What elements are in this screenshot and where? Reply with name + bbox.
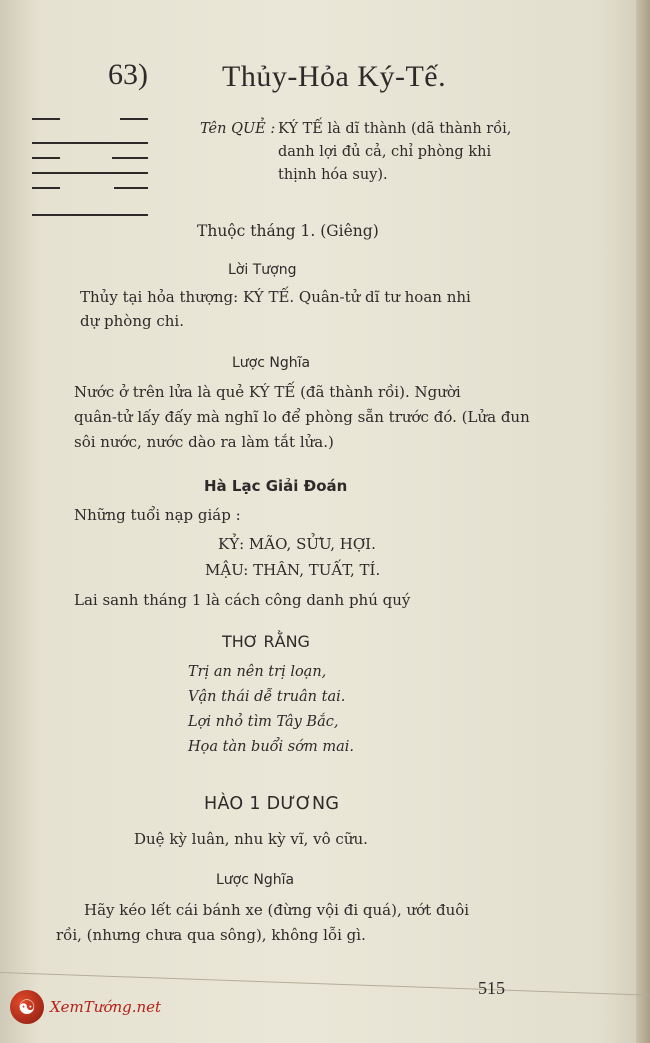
paragraph-line: rồi, (nhưng chưa qua sông), không lỗi gì. [56, 926, 366, 944]
paragraph-line: dự phòng chi. [80, 312, 184, 330]
book-spine [636, 0, 650, 1043]
hexagram-line [32, 157, 60, 159]
description-line: danh lợi đủ cả, chỉ phòng khi [278, 144, 492, 160]
poem-line: Vận thái dễ truân tai. [188, 689, 346, 705]
hao-line: Duệ kỳ luân, nhu kỳ vĩ, vô cữu. [134, 830, 368, 848]
hexagram-number: 63) [108, 58, 148, 91]
hexagram-line [114, 187, 148, 189]
hexagram-line [32, 172, 148, 174]
yin-yang-icon: ☯ [10, 990, 44, 1024]
ha-lac-note: Lai sanh tháng 1 là cách công danh phú quý [74, 591, 411, 609]
paragraph-line: Thủy tại hỏa thượng: KÝ TẾ. Quân-tử dĩ tư hoan nhi [80, 288, 471, 306]
description-label: Tên QUẺ : [200, 121, 276, 137]
page-number: 515 [478, 978, 505, 998]
hexagram-line [32, 142, 148, 144]
section-heading-hao: HÀO 1 DƯƠNG [204, 794, 340, 814]
hexagram-line [32, 187, 60, 189]
section-heading-ha-lac: Hà Lạc Giải Đoán [204, 477, 348, 495]
ha-lac-intro: Những tuổi nạp giáp : [74, 506, 241, 524]
ha-lac-ky: KỶ: MÃO, SỬU, HỢI. [218, 535, 376, 553]
hexagram-line [112, 157, 148, 159]
hexagram-line [32, 118, 60, 120]
paragraph-line: Nước ở trên lửa là quẻ KÝ TẾ (đã thành rồi). Người [74, 383, 461, 401]
page-title: Thủy-Hỏa Ký-Tế. [222, 60, 447, 93]
ha-lac-mau: MẬU: THÂN, TUẤT, TÍ. [205, 561, 381, 579]
watermark-logo [10, 990, 161, 1024]
hexagram-line [120, 118, 148, 120]
description-line: KÝ TẾ là dĩ thành (dã thành rồi, [278, 121, 512, 137]
section-heading-poem: THƠ RẰNG [222, 632, 310, 651]
poem-line: Họa tàn buổi sớm mai. [188, 739, 354, 755]
section-heading-loi-tuong: Lời Tượng [228, 262, 297, 278]
poem-line: Lợi nhỏ tìm Tây Bắc, [188, 714, 339, 730]
section-heading-luoc-nghia-2: Lược Nghĩa [216, 872, 295, 888]
description-line: thịnh hóa suy). [278, 167, 388, 183]
paragraph-line: sôi nước, nước dào ra làm tắt lửa.) [74, 433, 334, 451]
hexagram-line [32, 214, 148, 216]
section-heading-luoc-nghia: Lược Nghĩa [232, 355, 311, 371]
watermark-text: XemTướng.net [50, 998, 162, 1016]
paragraph-line: quân-tử lấy đấy mà nghĩ lo để phòng sẵn trước đó. (Lửa đun [74, 408, 530, 426]
month-line: Thuộc tháng 1. (Giêng) [197, 222, 379, 240]
paragraph-line: Hãy kéo lết cái bánh xe (đừng vội đi quá), ướt đuôi [84, 901, 470, 919]
poem-line: Trị an nên trị loạn, [188, 664, 327, 680]
